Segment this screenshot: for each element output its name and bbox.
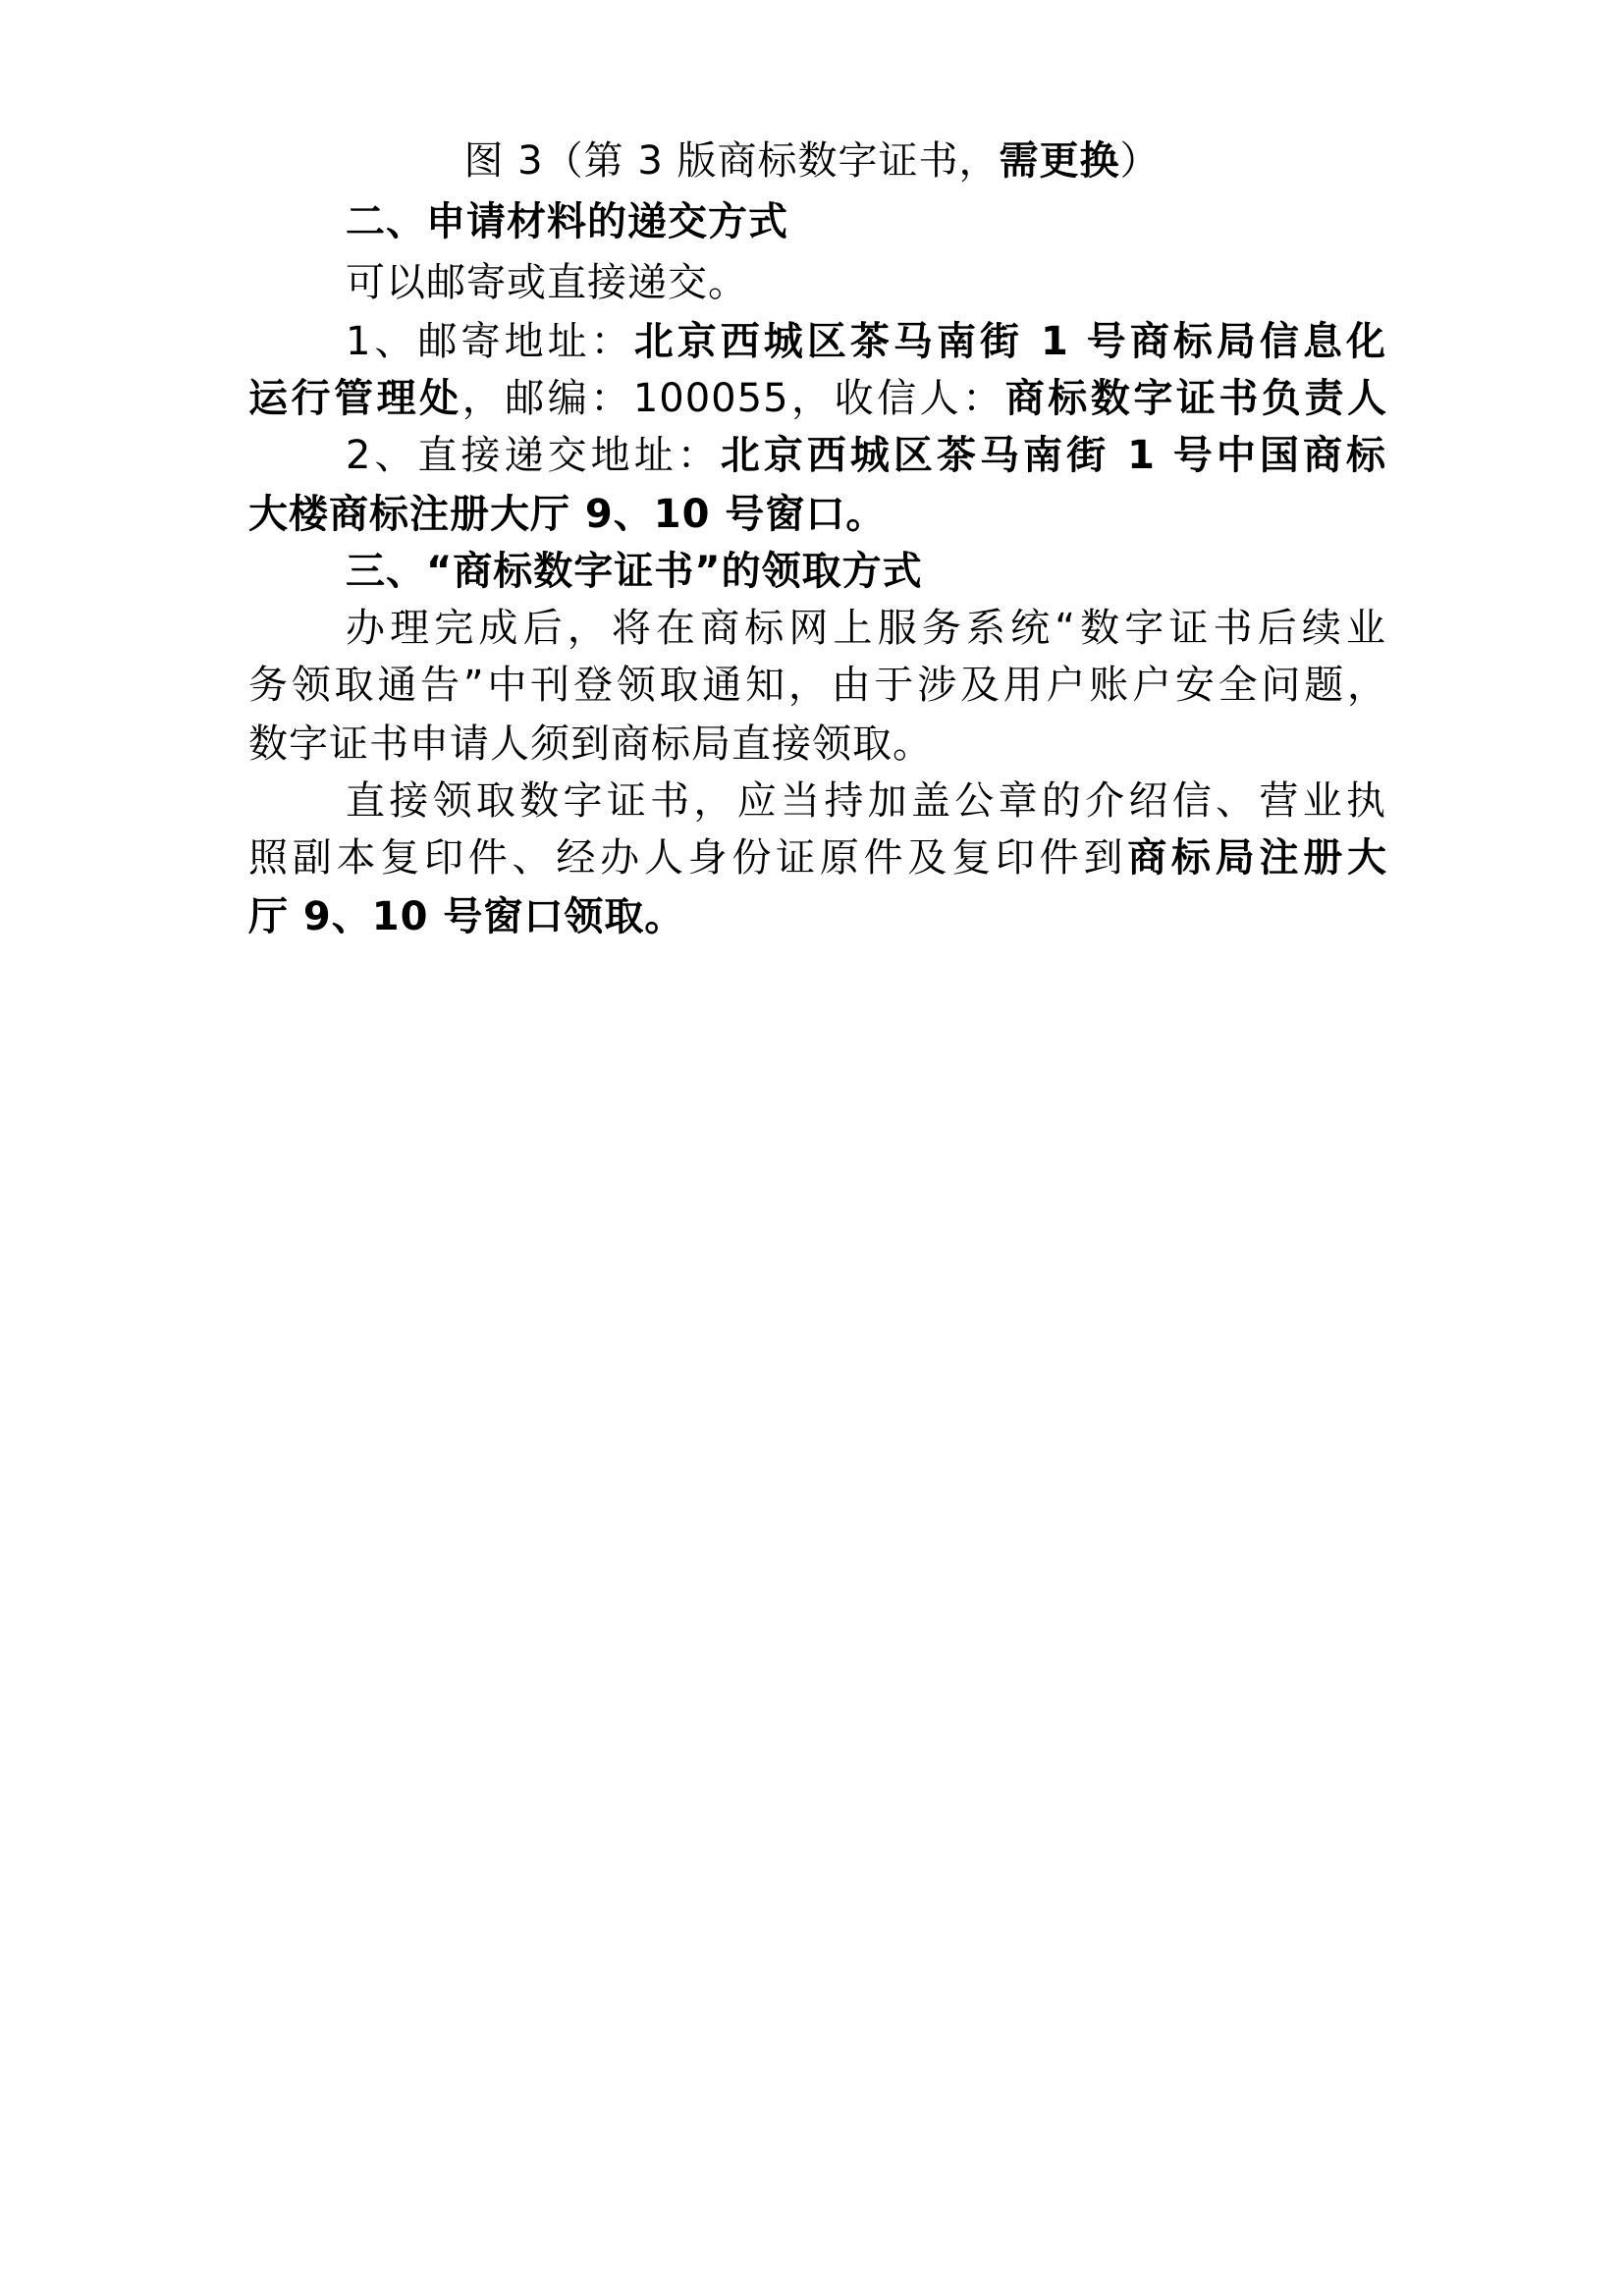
pickup-para1-line-1: 办理完成后，将在商标网上服务系统“数字证书后续业	[346, 606, 1386, 651]
pickup-para2-line-2: 照副本复印件、经办人身份证原件及复印件到商标局注册大	[248, 835, 1388, 881]
direct-address-line-1: 2、直接递交地址：北京西城区茶马南街 1 号中国商标	[346, 433, 1387, 478]
submission-intro: 可以邮寄或直接递交。	[346, 260, 748, 305]
mail-address-line-1: 1、邮寄地址：北京西城区茶马南街 1 号商标局信息化	[346, 319, 1386, 364]
pickup-para2-line-3: 厅 9、10 号窗口领取。	[248, 894, 685, 939]
pickup-para1-line-2: 务领取通告”中刊登领取通知，由于涉及用户账户安全问题，	[248, 663, 1387, 708]
section-heading-pickup: 三、“商标数字证书”的领取方式	[346, 549, 923, 594]
direct-address-line-2: 大楼商标注册大厅 9、10 号窗口。	[248, 492, 887, 537]
mail-address-line-2: 运行管理处，邮编：100055，收信人：商标数字证书负责人	[248, 376, 1388, 421]
pickup-para1-line-3: 数字证书申请人须到商标局直接领取。	[248, 721, 933, 767]
section-heading-submission: 二、申请材料的递交方式	[346, 199, 788, 244]
pickup-para2-line-1: 直接领取数字证书，应当持加盖公章的介绍信、营业执	[346, 778, 1386, 824]
figure-caption: 图 3（第 3 版商标数字证书，需更换）	[463, 138, 1161, 184]
